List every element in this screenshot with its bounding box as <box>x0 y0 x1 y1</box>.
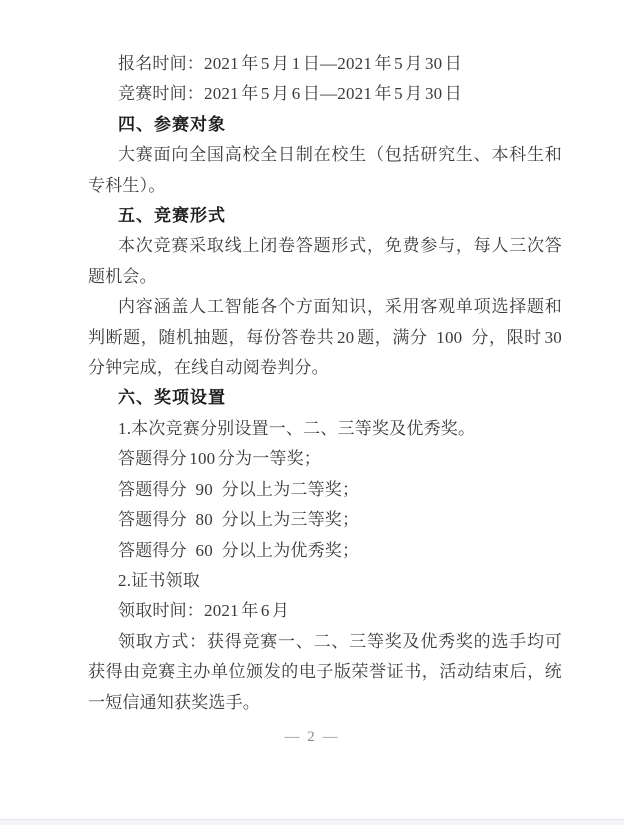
paragraph-excellence-prize: 答题得分 60 分以上为优秀奖； <box>118 540 360 560</box>
paragraph-certificate-claim: 2.证书领取 <box>118 570 200 590</box>
document-body <box>88 49 562 718</box>
paragraph-competition-time: 竞赛时间：2021 年 5 月 6 日—2021 年 5 月 30 日 <box>118 84 462 104</box>
page-gap <box>0 819 624 825</box>
paragraph-claim-method: 领取方式：获得竞赛一、二、三等奖及优秀奖的选手均可获得由竞赛主办单位颁发的电子版荣誉证书，活动结束后，统一短信通知获奖选手。 <box>88 631 562 712</box>
paragraph-format-details: 内容涵盖人工智能各个方面知识，采用客观单项选择题和判断题，随机抽题，每份答卷共 20 题，满分 100 分，限时 30 分钟完成，在线自动阅卷判分。 <box>88 297 562 378</box>
page-number: — 2 — <box>284 729 340 745</box>
paragraph-format-overview: 本次竞赛采取线上闭卷答题形式，免费参与，每人三次答题机会。 <box>88 236 562 286</box>
paragraph-registration-time: 报名时间：2021 年 5 月 1 日—2021 年 5 月 30 日 <box>118 54 462 73</box>
paragraph-participants-scope: 大赛面向全国高校全日制在校生（包括研究生、本科生和专科生）。 <box>88 145 562 195</box>
paragraph-third-prize: 答题得分 80 分以上为三等奖； <box>118 510 360 530</box>
heading-section-4-participants: 四、参赛对象 <box>118 114 226 134</box>
paragraph-first-prize: 答题得分 100 分为一等奖； <box>118 449 321 469</box>
heading-section-6-awards: 六、奖项设置 <box>118 388 226 408</box>
paragraph-awards-intro: 1.本次竞赛分别设置一、二、三等奖及优秀奖。 <box>118 418 476 438</box>
heading-section-5-format: 五、竞赛形式 <box>118 206 226 226</box>
paragraph-claim-time: 领取时间：2021 年 6 月 <box>118 601 290 621</box>
paragraph-second-prize: 答题得分 90 分以上为二等奖； <box>118 479 360 499</box>
